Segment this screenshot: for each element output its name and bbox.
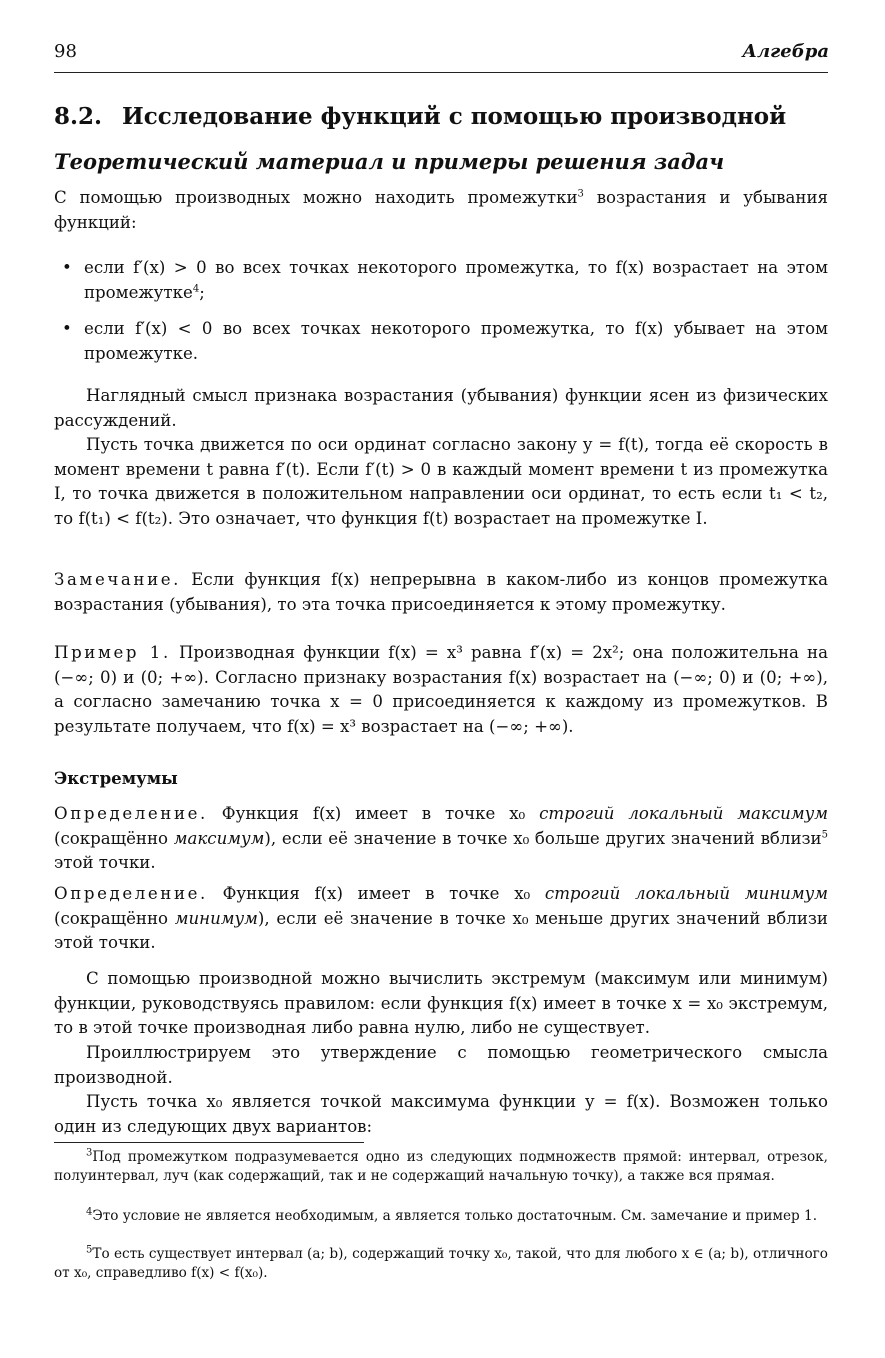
intro-text: С помощью производных можно находить промежутки [54, 188, 578, 207]
definition-maximum [54, 802, 828, 876]
footnote-ref-5: 5 [821, 828, 828, 840]
definition-label: Определение. [54, 884, 208, 903]
footnote-3 [54, 1148, 828, 1186]
example-text: Производная функции f(x) = x³ равна f′(x) = 2x²; она положительна на (−∞; 0) и (0; +∞). Согласно признаку возрастания f(x) возрастает на (−∞; 0) и (0; +∞), а согласно замечанию точка x = 0 присоединяется к каждому из промежутков. В результате получаем, что f(x) = x³ возрастает на (−∞; +∞). [54, 643, 828, 736]
definition-text: ), если её значение в точке x₀ больше других значений вблизи [264, 828, 822, 848]
term-minimum: минимум [174, 908, 258, 928]
meaning-paragraph: Наглядный смысл признака возрастания (убывания) функции ясен из физических рассуждений. [54, 386, 828, 430]
bullet-end: ; [199, 282, 205, 302]
remark-paragraph [54, 568, 828, 617]
definition-text: ), если её значение в точке x₀ меньше других значений вблизи этой точки. [54, 908, 828, 952]
section-title-text: Исследование функций с помощью производной [122, 103, 787, 130]
definition-text: этой точки. [54, 853, 156, 872]
term-maximum: максимум [173, 828, 265, 848]
section-title [54, 102, 828, 132]
running-title: Алгебра [742, 41, 829, 62]
physics-paragraph: Пусть точка движется по оси ординат согласно закону y = f(t), тогда её скорость в момент времени t равна f′(t). Если f′(t) > 0 в каждый момент времени t из промежутка I, то точка движется в положительном направлении оси ординат, то есть если t₁ < t₂, то f(t₁) < f(t₂). Это означает, что функция f(t) возрастает на промежутке I. [54, 435, 828, 528]
footnote-ref-3: 3 [577, 188, 584, 200]
example-1 [54, 641, 828, 739]
term-strict-local-minimum: строгий локальный минимум [544, 884, 828, 903]
footnote-mark: 4 [86, 1206, 93, 1218]
bullet-item-increasing [62, 256, 828, 305]
definition-text: (сокращённо [54, 908, 175, 928]
extremum-rule-paragraph: С помощью производной можно вычислить экстремум (максимум или минимум) функции, руководствуясь правилом: если функция f(x) имеет в точке x = x₀ экстремум, то в этой точке производная либо равна нулю, либо не существует. [54, 969, 828, 1037]
remark-text: Если функция f(x) непрерывна в каком-либо из концов промежутка возрастания (убывания), то эта точка присоединяется к этому промежутку. [54, 570, 828, 614]
bullet-dot: • [62, 319, 72, 338]
intro-text-end: возрастания и убывания функций: [54, 188, 828, 232]
definition-text: Функция f(x) имеет в точке x₀ [207, 884, 545, 903]
footnote-5 [54, 1245, 828, 1283]
illustrate-paragraph: Проиллюстрируем это утверждение с помощью геометрического смысла производной. [54, 1043, 828, 1087]
example-label: Пример 1. [54, 643, 171, 662]
intro-paragraph [54, 186, 828, 235]
definition-label: Определение. [54, 804, 208, 823]
remark-label: Замечание. [54, 570, 182, 589]
bullet-dot: • [62, 258, 72, 277]
term-strict-local-maximum: строгий локальный максимум [539, 804, 828, 823]
footnote-text: Под промежутком подразумевается одно из следующих подмножеств прямой: интервал, отрезок, полуинтервал, луч (как содержащий, так и не содержащий начальную точку), а также вся прямая. [54, 1149, 828, 1184]
definition-text: Функция f(x) имеет в точке x₀ [207, 804, 540, 823]
page-number: 98 [54, 41, 77, 62]
footnote-text: Это условие не является необходимым, а является только достаточным. См. замечание и пример 1. [92, 1208, 818, 1224]
variants-paragraph: Пусть точка x₀ является точкой максимума функции y = f(x). Возможен только один из следующих двух вариантов: [54, 1092, 828, 1136]
section-subtitle: Теоретический материал и примеры решения задач [54, 149, 725, 174]
footnote-rule [54, 1142, 364, 1143]
bullet-text: если f′(x) < 0 во всех точках некоторого промежутка, то f(x) убывает на этом промежутке. [84, 319, 828, 363]
bullet-item-decreasing [62, 317, 828, 366]
footnote-text: То есть существует интервал (a; b), содержащий точку x₀, такой, что для любого x ∈ (a; b), отличного от x₀, справедливо f(x) < f(x₀). [54, 1246, 828, 1281]
footnote-ref-4: 4 [192, 282, 200, 294]
definition-text: (сокращённо [54, 828, 174, 848]
extrema-heading: Экстремумы [54, 768, 178, 788]
footnote-mark: 5 [86, 1244, 93, 1256]
definition-minimum [54, 882, 828, 956]
header-rule [54, 72, 828, 73]
footnote-mark: 3 [86, 1147, 93, 1159]
section-number: 8.2. [54, 103, 103, 130]
bullet-text: если f′(x) > 0 во всех точках некоторого промежутка, то f(x) возрастает на этом промежутке [84, 258, 828, 302]
footnote-4 [54, 1207, 828, 1226]
